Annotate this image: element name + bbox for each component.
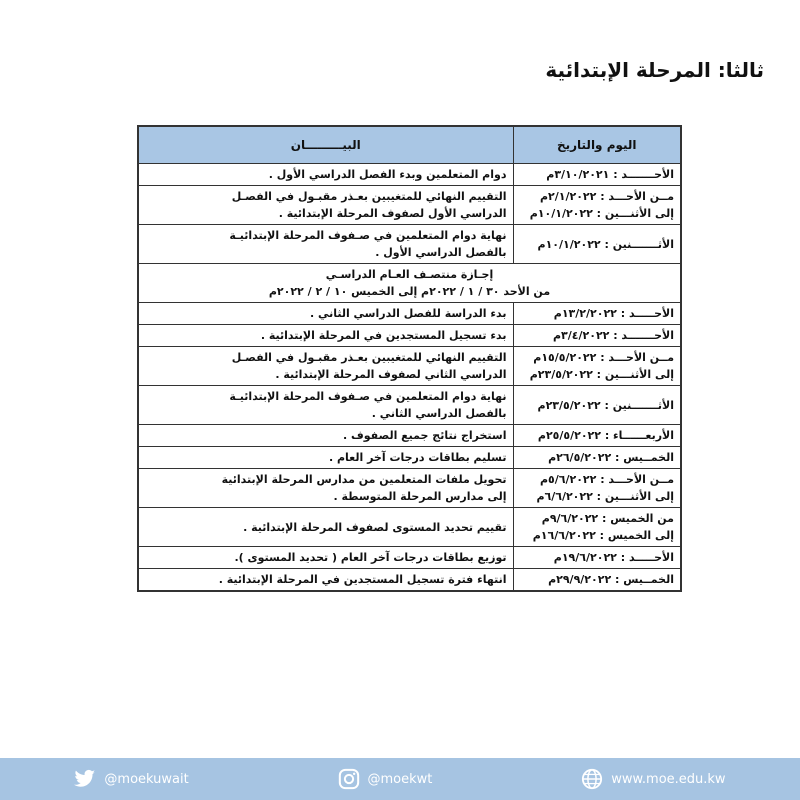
description-cell — [138, 508, 513, 547]
table-row — [138, 508, 681, 547]
date-cell — [513, 186, 681, 225]
description-cell — [138, 425, 513, 447]
table-row — [138, 225, 681, 264]
row-date-line: إلى الأثنـــين : ١٠/١/٢٠٢٢م — [529, 207, 674, 220]
row-description-line: التقييم النهائي للمتغيبين بعـذر مقبـول في الفصـل — [231, 190, 507, 203]
table-row — [138, 386, 681, 425]
footer-website[interactable] — [581, 768, 725, 790]
description-cell — [138, 225, 513, 264]
row-description-line: بالفصل الدراسي الأول . — [375, 246, 507, 259]
date-cell — [513, 303, 681, 325]
description-cell — [138, 469, 513, 508]
twitter-icon — [74, 769, 96, 789]
row-description-line: نهاية دوام المتعلمين في صـفوف المرحلة الإبتدائيـة — [229, 390, 507, 403]
row-description-line: نهاية دوام المتعلمين في صـفوف المرحلة الإبتدائيـة — [229, 229, 507, 242]
description-cell — [138, 164, 513, 186]
row-date-line: إلى الخميس : ١٦/٦/٢٠٢٢م — [532, 529, 674, 542]
row-description-line: بدء تسجيل المستجدين في المرحلة الإبتدائية . — [260, 329, 507, 342]
header-description: البيـــــــــان — [138, 126, 513, 164]
footer-twitter[interactable] — [74, 769, 188, 789]
instagram-icon — [338, 768, 360, 790]
row-date-line: الأثـــــــنين : ١٠/١/٢٠٢٢م — [537, 237, 674, 251]
instagram-handle: @moekwt — [367, 771, 433, 787]
table-row — [138, 569, 681, 592]
date-cell — [513, 164, 681, 186]
row-description-line: الدراسي الثاني لصفوف المرحلة الإبتدائية . — [275, 368, 507, 381]
description-cell — [138, 347, 513, 386]
table-header-row — [138, 126, 681, 164]
date-cell — [513, 347, 681, 386]
website-url: www.moe.edu.kw — [611, 771, 726, 787]
globe-icon — [581, 768, 603, 790]
description-cell — [138, 325, 513, 347]
merged-cell — [138, 264, 681, 303]
row-description-line: بدء الدراسة للفصل الدراسي الثاني . — [309, 307, 507, 320]
table-row — [138, 469, 681, 508]
table-row — [138, 325, 681, 347]
date-cell — [513, 569, 681, 592]
row-merged-line: من الأحد ٣٠ / ١ / ٢٠٢٢م إلى الخميس ١٠ / ٢ / ٢٠٢٢م — [268, 285, 551, 298]
row-description-line: بالفصل الدراسي الثاني . — [371, 407, 507, 420]
row-description-line: توزيع بطاقات درجات آخر العام ( تحديد المستوى ). — [234, 551, 507, 564]
table-body — [138, 164, 681, 592]
footer-instagram[interactable] — [338, 768, 433, 790]
date-cell — [513, 325, 681, 347]
description-cell — [138, 186, 513, 225]
date-cell — [513, 425, 681, 447]
row-date-line: مــن الأحـــد : ١٥/٥/٢٠٢٢م — [533, 351, 674, 364]
table-row — [138, 447, 681, 469]
row-date-line: إلى الأثنـــين : ٢٣/٥/٢٠٢٢م — [529, 368, 674, 381]
row-description-line: إلى مدارس المرحلة المتوسطة . — [333, 490, 507, 503]
date-cell — [513, 469, 681, 508]
footer-bar — [0, 758, 800, 800]
page-title: ثالثا: المرحلة الإبتدائية — [545, 58, 764, 82]
schedule-table — [137, 125, 682, 592]
description-cell — [138, 386, 513, 425]
table-row — [138, 425, 681, 447]
row-date-line: الخمــيس : ٢٩/٩/٢٠٢٢م — [548, 573, 674, 586]
row-description-line: انتهاء فترة تسجيل المستجدين في المرحلة الإبتدائية . — [218, 573, 507, 586]
table-row — [138, 264, 681, 303]
table-row — [138, 303, 681, 325]
row-date-line: مــن الأحـــد : ٢/١/٢٠٢٢م — [539, 190, 674, 203]
row-date-line: من الخميس : ٩/٦/٢٠٢٢م — [541, 512, 674, 525]
date-cell — [513, 508, 681, 547]
description-cell — [138, 547, 513, 569]
twitter-handle: @moekuwait — [104, 771, 189, 787]
date-cell — [513, 547, 681, 569]
row-description-line: تحويل ملفات المتعلمين من مدارس المرحلة الإبتدائية — [221, 473, 507, 486]
date-cell — [513, 447, 681, 469]
row-date-line: إلى الأثنـــين : ٦/٦/٢٠٢٢م — [536, 490, 674, 503]
row-date-line: الأحـــــــد : ٣/١٠/٢٠٢١م — [546, 168, 674, 181]
row-date-line: الأحـــــد : ١٩/٦/٢٠٢٢م — [553, 551, 674, 564]
date-cell — [513, 225, 681, 264]
header-date: اليوم والتاريخ — [513, 126, 681, 164]
table-row — [138, 164, 681, 186]
row-description-line: دوام المتعلمين وبدء الفصل الدراسي الأول . — [268, 168, 507, 181]
row-date-line: مــن الأحـــد : ٥/٦/٢٠٢٢م — [539, 473, 674, 486]
row-date-line: الخمــيس : ٢٦/٥/٢٠٢٢م — [548, 451, 674, 464]
row-description-line: الدراسي الأول لصفوف المرحلة الإبتدائية . — [278, 207, 507, 220]
row-date-line: الأحـــــد : ١٣/٢/٢٠٢٢م — [553, 307, 674, 320]
table-row — [138, 186, 681, 225]
description-cell — [138, 303, 513, 325]
description-cell — [138, 569, 513, 592]
row-date-line: الأحـــــــد : ٣/٤/٢٠٢٢م — [552, 329, 674, 342]
row-merged-line: إجـازة منتصـف العـام الدراسـي — [325, 268, 494, 281]
row-description-line: التقييم النهائي للمتغيبين بعـذر مقبـول في الفصـل — [231, 351, 507, 364]
row-description-line: تسليم بطاقات درجات آخر العام . — [328, 451, 507, 464]
row-date-line: الأربعــــــاء : ٢٥/٥/٢٠٢٢م — [537, 429, 674, 442]
row-description-line: تقييم تحديد المستوى لصفوف المرحلة الإبتدائية . — [243, 520, 507, 534]
row-date-line: الأثـــــــنين : ٢٣/٥/٢٠٢٢م — [537, 398, 674, 412]
date-cell — [513, 386, 681, 425]
description-cell — [138, 447, 513, 469]
table-row — [138, 547, 681, 569]
table-row — [138, 347, 681, 386]
row-description-line: استخراج نتائج جميع الصفوف . — [343, 429, 507, 442]
